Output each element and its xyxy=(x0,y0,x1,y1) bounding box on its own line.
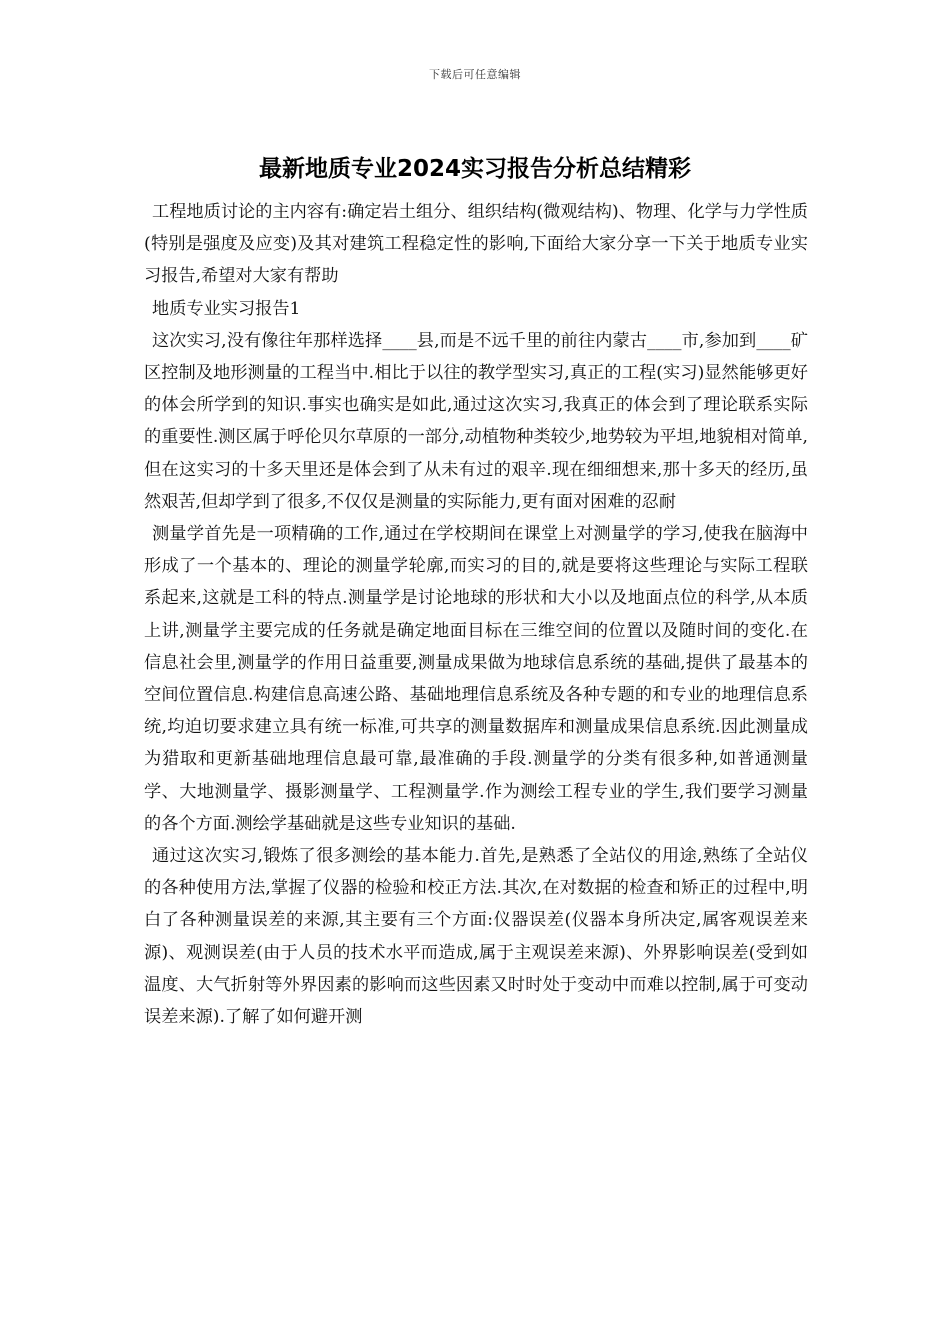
document-title: 最新地质专业2024实习报告分析总结精彩 xyxy=(258,156,691,182)
body-paragraph: 通过这次实习,锻炼了很多测绘的基本能力.首先,是熟悉了全站仪的用途,熟练了全站仪的各种使用方法,掌握了仪器的检验和校正方法.其次,在对数据的检查和矫正的过程中,明白了各种测量误差的来源,其主要有三个方面:仪器误差(仪器本身所决定,属客观误差来源)、观测误差(由于人员的技术水平而造成,属于主观误差来源)、外界影响误差(受到如温度、大气折射等外界因素的影响而这些因素又时时处于变动中而难以控制,属于可变动误差来源).了解了如何避开测 xyxy=(144,846,808,1028)
body-paragraph: 测量学首先是一项精确的工作,通过在学校期间在课堂上对测量学的学习,使我在脑海中形成了一个基本的、理论的测量学轮廓,而实习的目的,就是要将这些理论与实际工程联系起来,这就是工科的特点.测量学是讨论地球的形状和大小以及地面点位的科学,从本质上讲,测量学主要完成的任务就是确定地面目标在三维空间的位置以及随时间的变化.在信息社会里,测量学的作用日益重要,测量成果做为地球信息系统的基础,提供了最基本的空间位置信息.构建信息高速公路、基础地理信息系统及各种专题的和专业的地理信息系统,均迫切要求建立具有统一标准,可共享的测量数据库和测量成果信息系统.因此测量成为猎取和更新基础地理信息最可靠,最准确的手段.测量学的分类有很多种,如普通测量学、大地测量学、摄影测量学、工程测量学.作为测绘工程专业的学生,我们要学习测量的各个方面.测绘学基础就是这些专业知识的基础. xyxy=(144,524,808,834)
intro-paragraph: 工程地质讨论的主内容有:确定岩土组分、组织结构(微观结构)、物理、化学与力学性质(特别是强度及应变)及其对建筑工程稳定性的影响,下面给大家分享一下关于地质专业实习报告,希望对大家有帮助 xyxy=(144,202,808,287)
body-paragraph: 这次实习,没有像往年那样选择____县,而是不远千里的前往内蒙古____市,参加到____矿区控制及地形测量的工程当中.相比于以往的教学型实习,真正的工程(实习)显然能够更好的体会所学到的知识.事实也确实是如此,通过这次实习,我真正的体会到了理论联系实际的重要性.测区属于呼伦贝尔草原的一部分,动植物种类较少,地势较为平坦,地貌相对简单,但在这实习的十多天里还是体会到了从未有过的艰辛.现在细细想来,那十多天的经历,虽然艰苦,但却学到了很多,不仅仅是测量的实际能力,更有面对困难的忍耐 xyxy=(144,330,808,512)
header-note: 下载后可任意编辑 xyxy=(429,68,521,81)
document-body xyxy=(144,196,808,1033)
section-heading: 地质专业实习报告1 xyxy=(152,298,301,319)
